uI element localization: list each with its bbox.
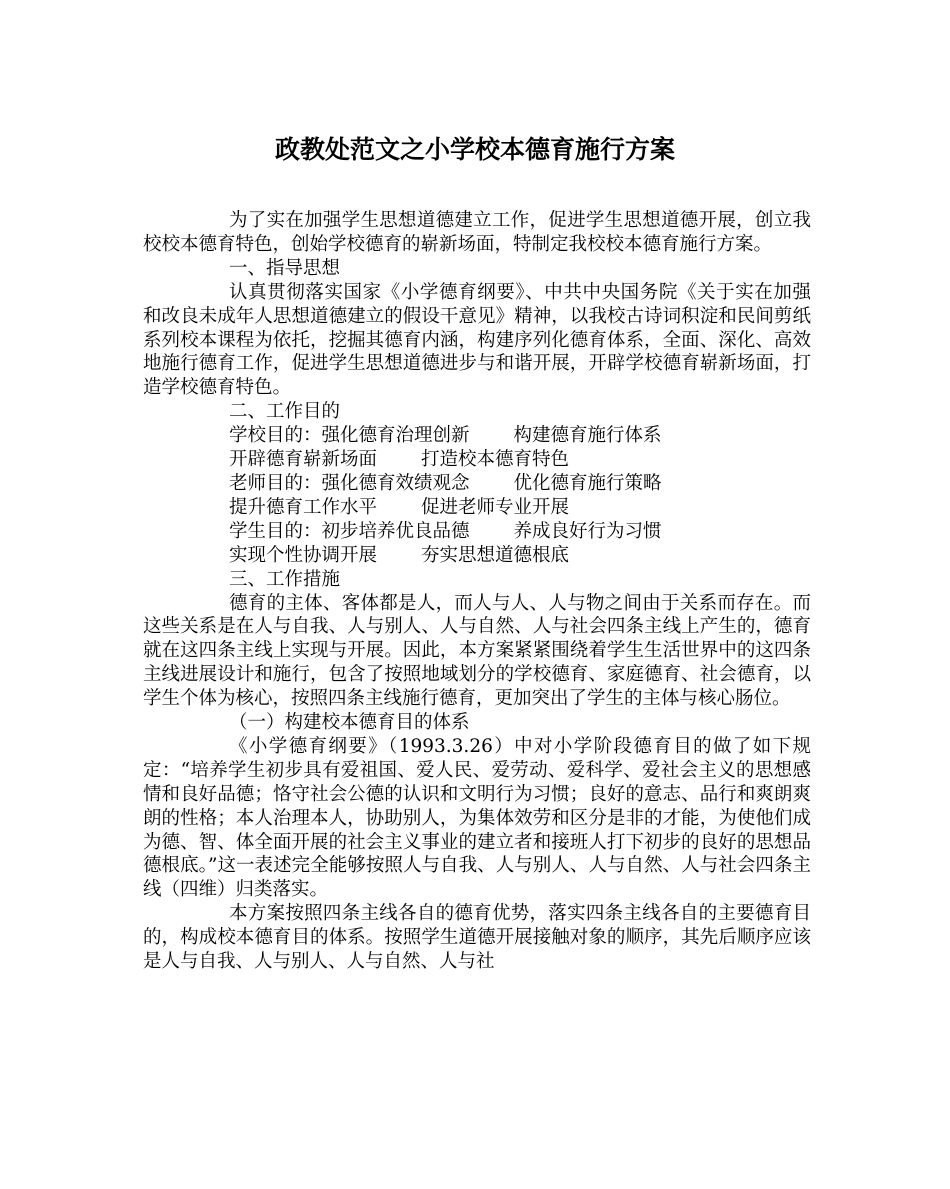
goal-item: 学生目的：初步培养优良品德 [229, 520, 470, 542]
section-heading-1: 一、指导思想 [229, 257, 341, 279]
goal-line [143, 544, 811, 568]
goal-item: 开辟德育崭新场面 [229, 449, 378, 471]
intro-paragraph: 为了实在加强学生思想道德建立工作，促进学生思想道德开展，创立我校校本德育特色，创始学校德育的崭新场面，特制定我校校本德育施行方案。 [143, 210, 811, 255]
subsection1-paragraph-1: 《小学德育纲要》（1993.3.26）中对小学阶段德育目的做了如下规定：“培养学生初步具有爱祖国、爱人民、爱劳动、爱科学、爱社会主义的思想感情和良好品德；恪守社会公德的认识和文明行为习惯；良好的意志、品行和爽朗爽朗的性格；本人治理本人，协助别人，为集体效劳和区分是非的才能，为使他们成为德、智、体全面开展的社会主义事业的建立者和接班人打下初步的良好的思想品德根底。”这一表述完全能够按照人与自我、人与别人、人与自然、人与社会四条主线（四维）归类落实。 [143, 735, 811, 901]
goal-item: 优化德育施行策略 [513, 472, 662, 494]
goal-item: 学校目的：强化德育治理创新 [229, 425, 470, 447]
goal-item: 养成良好行为习惯 [513, 520, 662, 542]
goal-item: 构建德育施行体系 [513, 425, 662, 447]
goal-line [143, 472, 811, 496]
goal-item: 夯实思想道德根底 [421, 544, 570, 566]
goal-item: 促进老师专业开展 [421, 496, 570, 518]
goal-line [143, 496, 811, 520]
goal-line [143, 424, 811, 448]
goal-item: 实现个性协调开展 [229, 544, 378, 566]
document-title: 政教处范文之小学校本德育施行方案 [274, 135, 675, 164]
subsection1-paragraph-2: 本方案按照四条主线各自的德育优势，落实四条主线各自的主要德育目的，构成校本德育目的体系。按照学生道德开展接触对象的顺序，其先后顺序应该是人与自我、人与别人、人与自然、人与社 [143, 903, 811, 973]
section1-paragraph: 认真贯彻落实国家《小学德育纲要》、中共中央国务院《关于实在加强和改良未成年人思想道德建立的假设干意见》精神，以我校古诗词积淀和民间剪纸系列校本课程为依托，挖掘其德育内涵，构建序列化德育体系，全面、深化、高效地施行德育工作，促进学生思想道德进步与和谐开展，开辟学校德育崭新场面，打造学校德育特色。 [143, 281, 811, 399]
section-heading-2: 二、工作目的 [229, 401, 341, 423]
goal-item: 提升德育工作水平 [229, 496, 378, 518]
goal-item: 老师目的：强化德育效绩观念 [229, 472, 470, 494]
section-heading-3: 三、工作措施 [229, 568, 341, 590]
goal-line [143, 520, 811, 544]
goal-line [143, 448, 811, 472]
goal-item: 打造校本德育特色 [421, 449, 570, 471]
document-body [143, 209, 811, 974]
subsection-heading-1: （一）构建校本德育目的体系 [229, 712, 470, 734]
section3-paragraph: 德育的主体、客体都是人，而人与人、人与物之间由于关系而存在。而这些关系是在人与自我、人与别人、人与自然、人与社会四条主线上产生的，德育就在这四条主线上实现与开展。因此，本方案紧紧围绕着学生生活世界中的这四条主线进展设计和施行，包含了按照地域划分的学校德育、家庭德育、社会德育，以学生个体为核心，按照四条主线施行德育，更加突出了学生的主体与核心肠位。 [143, 592, 811, 710]
